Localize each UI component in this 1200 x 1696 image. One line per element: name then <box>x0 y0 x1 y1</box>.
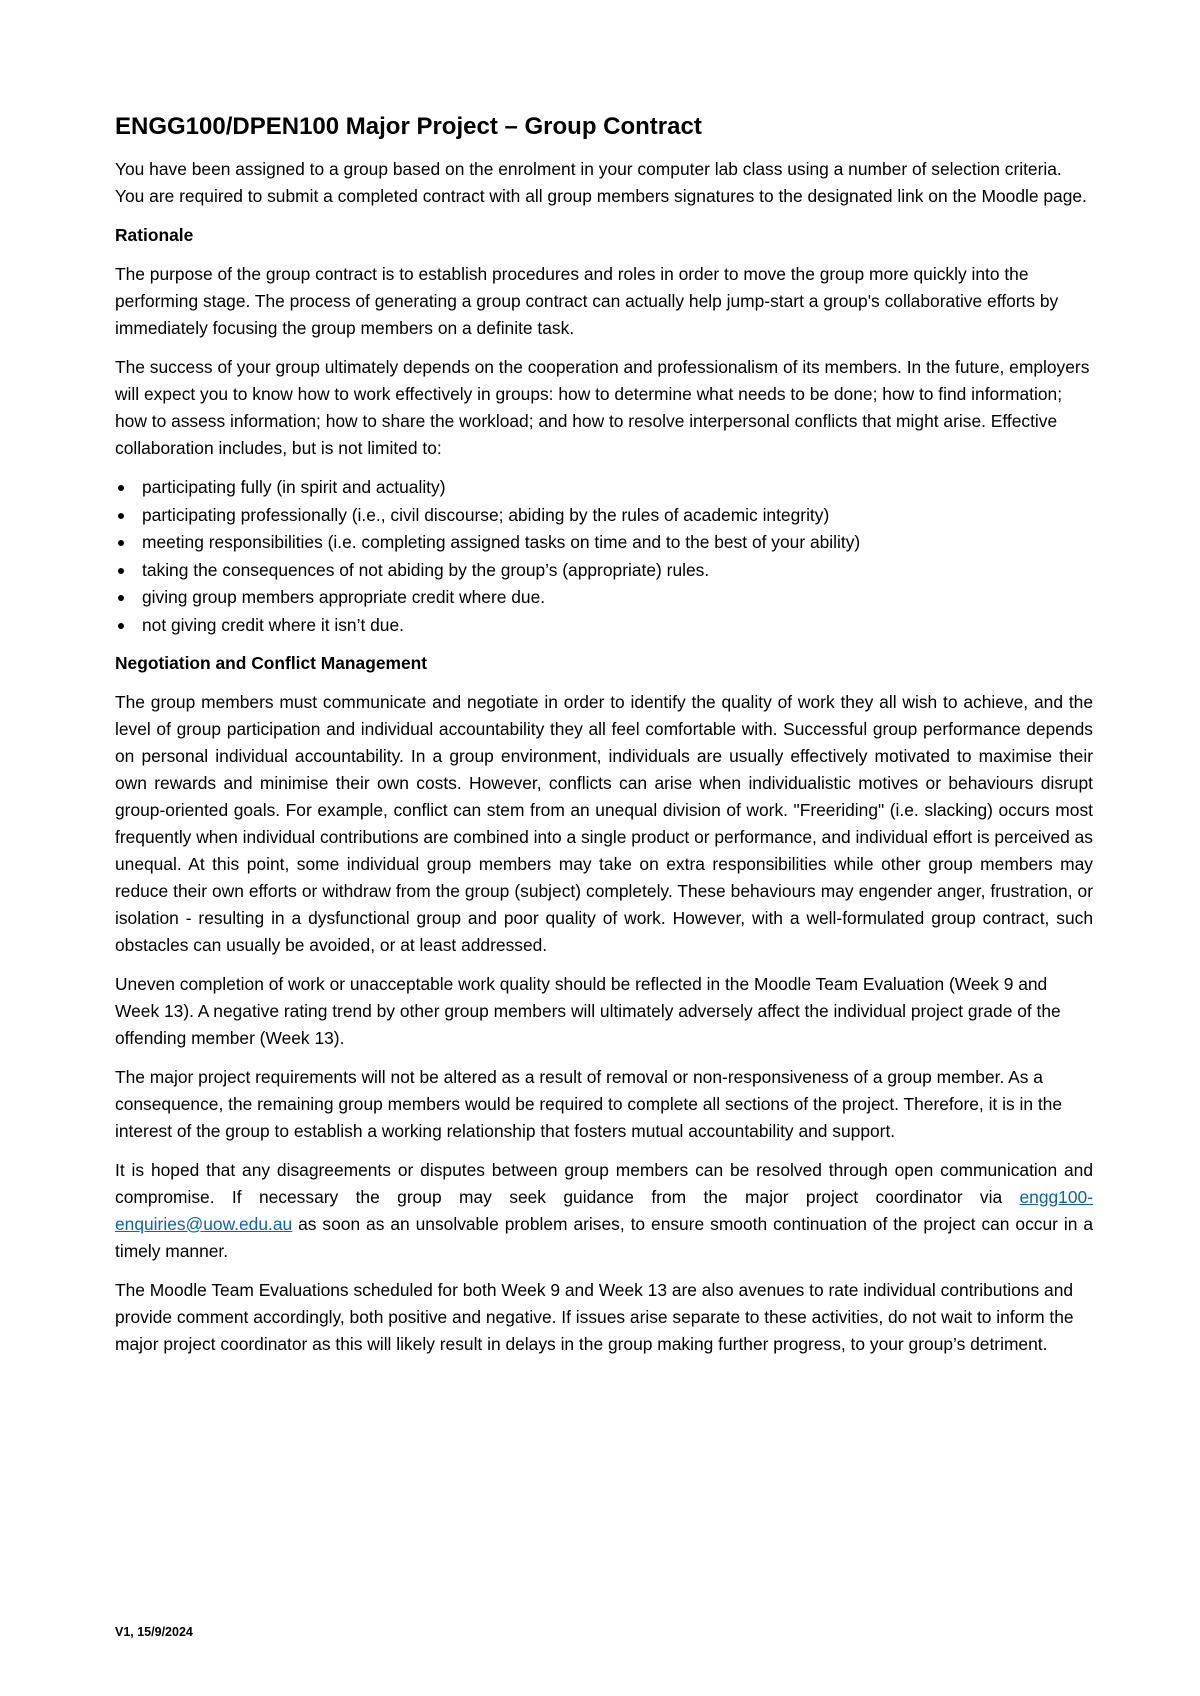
list-item: participating professionally (i.e., civil discourse; abiding by the rules of academic integrity) <box>142 502 1093 530</box>
document-title: ENGG100/DPEN100 Major Project – Group Contract <box>115 113 702 140</box>
list-item: participating fully (in spirit and actuality) <box>142 474 1093 502</box>
negotiation-heading: Negotiation and Conflict Management <box>115 652 428 673</box>
list-item: meeting responsibilities (i.e. completing assigned tasks on time and to the best of your ability) <box>142 529 1093 557</box>
list-item: taking the consequences of not abiding by the group’s (appropriate) rules. <box>142 557 1093 585</box>
list-item: not giving credit where it isn’t due. <box>142 612 1093 640</box>
paragraph-text: It is hoped that any disagreements or disputes between group members can be resolved through open communication and compromise. If necessary the group may seek guidance from the major project coordinator via <box>115 1159 1093 1207</box>
negotiation-paragraph-3: The major project requirements will not be altered as a result of removal or non-responsiveness of a group member. As a consequence, the remaining group members would be required to complete all sections of the project. Therefore, it is in the interest of the group to establish a working relationship that fosters mutual accountability and support. <box>115 1066 1063 1141</box>
rationale-paragraph-2: The success of your group ultimately depends on the cooperation and professionalism of its members. In the future, employers will expect you to know how to work effectively in groups: how to determine what needs to be done; how to find information; how to assess information; how to share the workload; and how to resolve interpersonal conflicts that might arise. Effective collaboration includes, but is not limited to: <box>115 357 1090 458</box>
collaboration-list <box>115 474 1093 640</box>
rationale-paragraph-1: The purpose of the group contract is to establish procedures and roles in order to move the group more quickly into the performing stage. The process of generating a group contract can actually help jump-start a group's collaborative efforts by immediately focusing the group members on a definite task. <box>115 264 1059 338</box>
version-footer: V1, 15/9/2024 <box>115 1625 193 1639</box>
intro-paragraph: You have been assigned to a group based on the enrolment in your computer lab class using a number of selection criteria. You are required to submit a completed contract with all group members signatures to the designated link on the Moodle page. <box>115 159 1087 206</box>
negotiation-paragraph-1: The group members must communicate and negotiate in order to identify the quality of work they all wish to achieve, and the level of group participation and individual accountability they all feel comfortable with. Successful group performance depends on personal individual accountability. In a group environment, individuals are usually effectively motivated to maximise their own rewards and minimise their own costs. However, conflicts can arise when individualistic motives or behaviours disrupt group-oriented goals. For example, conflict can stem from an unequal division of work. "Freeriding" (i.e. slacking) occurs most frequently when individual contributions are combined into a single product or performance, and individual effort is perceived as unequal. At this point, some individual group members may take on extra responsibilities while other group members may reduce their own efforts or withdraw from the group (subject) completely. These behaviours may engender anger, frustration, or isolation - resulting in a dysfunctional group and poor quality of work. However, with a well-formulated group contract, such obstacles can usually be avoided, or at least addressed. <box>115 691 1093 955</box>
rationale-heading: Rationale <box>115 225 194 245</box>
negotiation-paragraph-5: The Moodle Team Evaluations scheduled for both Week 9 and Week 13 are also avenues to rate individual contributions and provide comment accordingly, both positive and negative. If issues arise separate to these activities, do not wait to inform the major project coordinator as this will likely result in delays in the group making further progress, to your group’s detriment. <box>115 1279 1074 1354</box>
email-link[interactable]: engg100-enquiries@uow.edu.au <box>115 1186 1093 1234</box>
document-page <box>115 112 1093 1370</box>
negotiation-paragraph-2: Uneven completion of work or unacceptable work quality should be reflected in the Moodle Team Evaluation (Week 9 and Week 13). A negative rating trend by other group members will ultimately adversely affect the individual project grade of the offending member (Week 13). <box>115 973 1061 1048</box>
negotiation-paragraph-4 <box>115 1157 1093 1265</box>
list-item: giving group members appropriate credit where due. <box>142 584 1093 612</box>
paragraph-text: as soon as an unsolvable problem arises, to ensure smooth continuation of the project can occur in a timely manner. <box>115 1213 1093 1261</box>
